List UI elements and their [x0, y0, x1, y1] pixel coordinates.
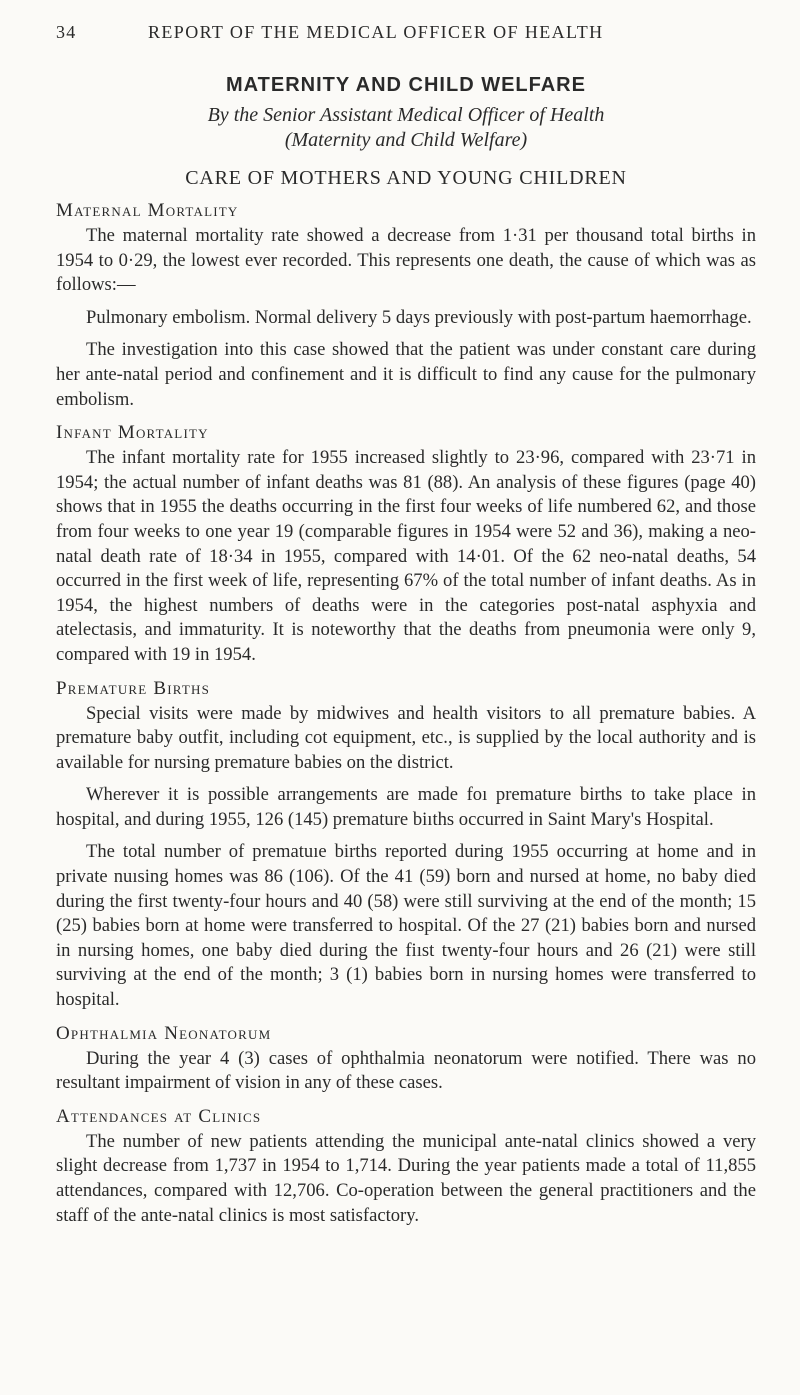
page-number: 34 [56, 22, 77, 42]
heading-ophthalmia-neonatorum: Ophthalmia Neonatorum [56, 1022, 272, 1044]
paragraph: Pulmonary embolism. Normal delivery 5 days previously with post-partum haemorrhage. [86, 306, 752, 328]
heading-premature-births: Premature Births [56, 677, 211, 699]
paragraph: During the year 4 (3) cases of ophthalmia neonatorum were notified. There was no resultant impairment of vision in any of these cases. [56, 1047, 756, 1094]
byline-sub: (Maternity and Child Welfare) [284, 129, 528, 151]
running-title: REPORT OF THE MEDICAL OFFICER OF HEALTH [148, 22, 604, 42]
report-page [56, 10, 756, 1236]
paragraph: The total number of prematuıe births reported during 1955 occurring at home and in private nuısing homes was 86 (106). Of the 41 (59) born and nursed at home, no baby died during the first twenty-four hours and 40 (58) were still surviving at the end of the month; 15 (25) babies born at home were transferred to hospital. Of the 27 (21) babies born and nursed in nursing homes, one baby died during the fiıst twenty-four hours and 26 (21) were still surviving at the end of the month; 3 (1) babies born in nursing homes were transferred to hospital. [56, 841, 756, 1011]
byline: By the Senior Assistant Medical Officer of Health [207, 104, 605, 126]
paragraph: The maternal mortality rate showed a decrease from 1·31 per thousand total births in 1954 to 0·29, the lowest ever recorded. This represents one death, the cause of which was as follows:— [56, 225, 756, 296]
running-header [56, 10, 756, 46]
paragraph: Wherever it is possible arrangements are made foı premature births to take place in hospital, and during 1955, 126 (145) premature biıths occurred in Saint Mary's Hospital. [56, 784, 756, 830]
heading-attendances-at-clinics: Attendances at Clinics [56, 1105, 262, 1127]
page-title: MATERNITY AND CHILD WELFARE [226, 74, 586, 96]
heading-maternal-mortality: Maternal Mortality [56, 200, 239, 221]
section-title: CARE OF MOTHERS AND YOUNG CHILDREN [185, 167, 627, 189]
paragraph: The investigation into this case showed that the patient was under constant care during her ante-natal period and confinement and it is difficult to find any cause for the pulmonary embolism. [56, 339, 756, 410]
paragraph: The infant mortality rate for 1955 increased slightly to 23·96, compared with 23·71 in 1954; the actual number of infant deaths was 81 (88). An analysis of these figures (page 40) shows that in 1955 the deaths occurring in the first four weeks of life numbered 62, and those from four weeks to one year 19 (comparable figures in 1954 were 52 and 36), making a neo-natal death rate of 18·34 in 1955, compared with 14·01. Of the 62 neo-natal deaths, 54 occurred in the first week of life, representing 67% of the total number of infant deaths. As in 1954, the highest numbers of deaths were in the categories post-natal asphyxia and atelectasis, and immaturity. It is noteworthy that the deaths from pneumonia were only 9, compared with 19 in 1954. [56, 447, 756, 665]
heading-infant-mortality: Infant Mortality [56, 422, 209, 444]
paragraph: Special visits were made by midwives and health visitors to all premature babies. A premature baby outfit, including cot equipment, etc., is supplied by the local authority and is available for nursing premature babies on the district. [56, 702, 756, 773]
paragraph: The number of new patients attending the municipal ante-natal clinics showed a very slight decrease from 1,737 in 1954 to 1,714. During the year patients made a total of 11,855 attendances, compared with 12,706. Co-operation between the general practitioners and the staff of the ante-natal clinics is most satisfactory. [56, 1130, 756, 1226]
